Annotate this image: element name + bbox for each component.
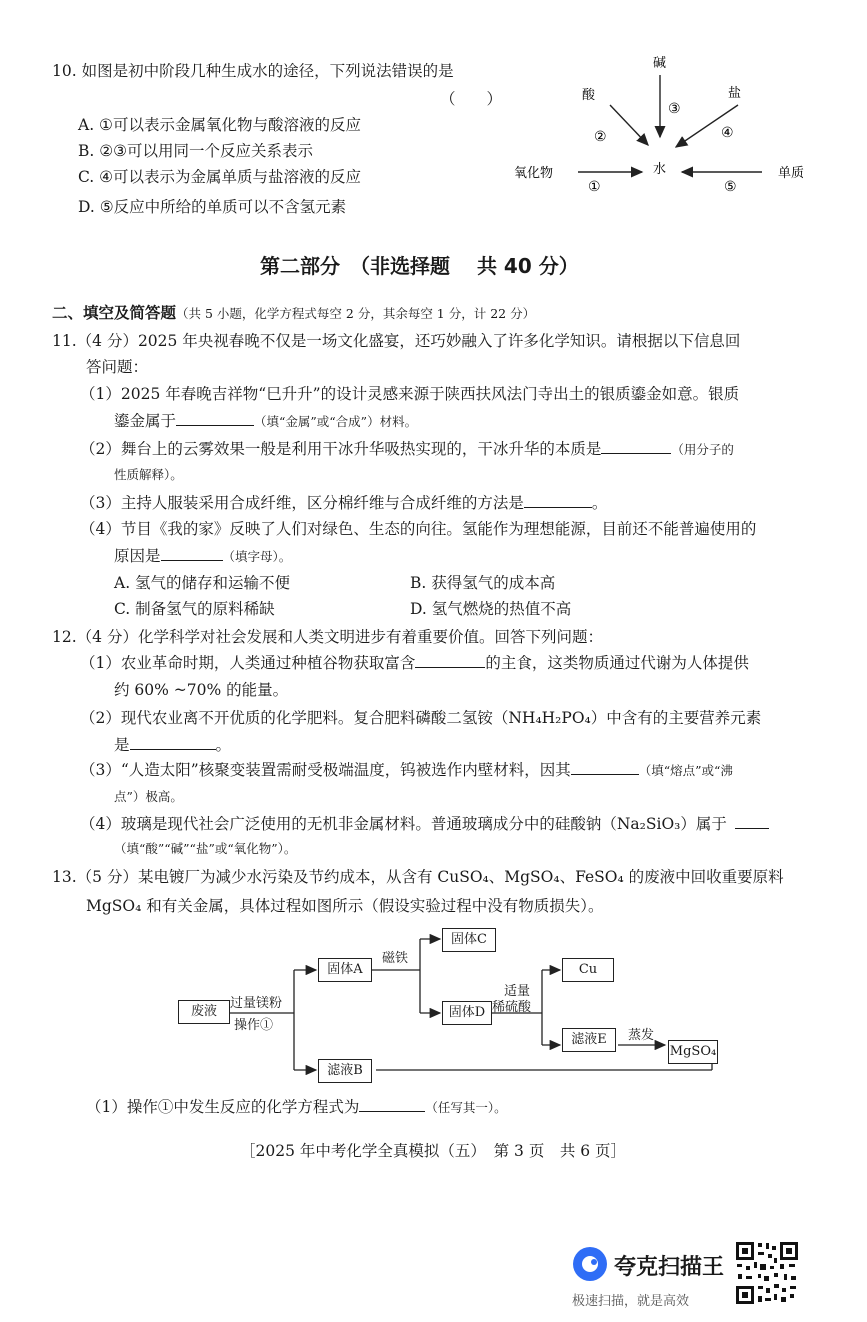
- label-acid2: 稀硫酸: [492, 1000, 532, 1015]
- box-mgso4: MgSO₄: [668, 1040, 718, 1064]
- box-solid-c: 固体C: [442, 928, 496, 952]
- quark-logo-icon: [570, 1244, 610, 1284]
- section2-heading: [52, 302, 535, 325]
- answer-blank[interactable]: [735, 813, 769, 829]
- label-evaporate: 蒸发: [628, 1028, 655, 1043]
- q11-option-c: C. 制备氢气的原料稀缺: [114, 600, 275, 618]
- q12-p3-line1: （3）“人造太阳”核聚变装置需耐受极端温度，钨被选作内壁材料，因其 （填“熔点”或“沸: [80, 761, 733, 779]
- part2-title: 第二部分 （非选择题 共 40 分）: [260, 254, 579, 278]
- label-n5: ⑤: [724, 179, 737, 195]
- answer-blank[interactable]: [601, 438, 671, 454]
- q11-p2-line1: （2）舞台上的云雾效果一般是利用干冰升华吸热实现的，干冰升华的本质是 （用分子的: [80, 440, 734, 458]
- q11-option-a: A. 氢气的储存和运输不便: [114, 574, 291, 592]
- q13-p1: （1）操作①中发生反应的化学方程式为 （任写其一）。: [86, 1098, 507, 1116]
- label-water: 水: [653, 162, 667, 177]
- q10-option-a: A. ①可以表示金属氧化物与酸溶液的反应: [78, 116, 361, 134]
- answer-blank[interactable]: [130, 734, 216, 750]
- box-solid-a: 固体A: [318, 958, 372, 982]
- answer-blank[interactable]: [176, 410, 254, 426]
- q10-option-d: D. ⑤反应中所给的单质可以不含氢元素: [78, 198, 347, 216]
- arrow-2: [610, 105, 648, 145]
- label-op1: 操作①: [234, 1018, 274, 1033]
- q12-p4-line1: （4）玻璃是现代社会广泛使用的无机非金属材料。普通玻璃成分中的硅酸钠（Na₂SiO₃）属于: [80, 813, 769, 835]
- page-footer: ［2025 年中考化学全真模拟（五） 第 3 页 共 6 页］: [240, 1142, 627, 1160]
- box-filtrate-e: 滤液E: [562, 1028, 616, 1052]
- label-salt: 盐: [728, 86, 742, 101]
- answer-blank[interactable]: [524, 492, 592, 508]
- watermark-brand: 夸克扫描王: [614, 1255, 725, 1280]
- section2-note: （共 5 小题，化学方程式每空 2 分，其余每空 1 分，计 22 分）: [176, 306, 536, 321]
- q13-stem-line1: 13.（5 分）某电镀厂为减少水污染及节约成本，从含有 CuSO₄、MgSO₄、FeSO₄ 的废液中回收重要原料: [52, 868, 784, 886]
- q12-stem: 12.（4 分）化学科学对社会发展和人类文明进步有着重要价值。回答下列问题：: [52, 628, 603, 646]
- section2-head: 二、填空及简答题: [52, 303, 177, 322]
- q10-stem: 10. 如图是初中阶段几种生成水的途径，下列说法错误的是: [52, 62, 454, 80]
- q12-p2-line1: （2）现代农业离不开优质的化学肥料。复合肥料磷酸二氢铵（NH₄H₂PO₄）中含有的主要营养元素: [80, 709, 762, 727]
- q11-p4-line1: （4）节目《我的家》反映了人们对绿色、生态的向往。氢能作为理想能源，目前还不能普遍使用的: [80, 520, 757, 538]
- box-solid-d: 固体D: [442, 1001, 492, 1025]
- q13-stem-line2: MgSO₄ 和有关金属，具体过程如图所示（假设实验过程中没有物质损失）。: [86, 897, 604, 915]
- q11-option-d: D. 氢气燃烧的热值不高: [410, 600, 572, 618]
- q12-p2-line2: 是 。: [114, 736, 232, 754]
- q11-stem-line2: 答问题：: [86, 358, 149, 376]
- q10-option-b: B. ②③可以用同一个反应关系表示: [78, 142, 314, 160]
- answer-blank[interactable]: [415, 652, 485, 668]
- q10-option-c: C. ④可以表示为金属单质与盐溶液的反应: [78, 168, 362, 186]
- box-filtrate-b: 滤液B: [318, 1059, 372, 1083]
- qr-code-icon: [734, 1240, 800, 1306]
- watermark-slogan: 极速扫描，就是高效: [572, 1294, 690, 1309]
- q12-p3-line2: 点”）极高。: [114, 789, 183, 804]
- q12-p1-line2: 约 60% ~70% 的能量。: [114, 681, 289, 699]
- answer-blank[interactable]: [571, 759, 639, 775]
- label-oxide: 氧化物: [514, 166, 554, 181]
- q12-p1-line1: （1）农业革命时期，人类通过种植谷物获取富含 的主食，这类物质通过代谢为人体提供: [80, 654, 749, 672]
- q11-option-b: B. 获得氢气的成本高: [410, 574, 556, 592]
- q11-p1-line2: 鎏金属于 （填“金属”或“合成”）材料。: [114, 412, 418, 430]
- q11-p1-line1: （1）2025 年春晚吉祥物“巳升升”的设计灵感来源于陕西扶风法门寺出土的银质鎏金如意。银质: [80, 385, 740, 403]
- label-element: 单质: [778, 166, 805, 181]
- box-waste: 废液: [178, 1000, 230, 1024]
- q11-p4-line2: 原因是 （填字母）。: [114, 547, 292, 565]
- label-n4: ④: [721, 125, 734, 141]
- answer-blank[interactable]: [359, 1096, 425, 1112]
- label-magnet: 磁铁: [382, 951, 409, 966]
- box-cu: Cu: [562, 958, 614, 982]
- q11-p3: （3）主持人服装采用合成纤维，区分棉纤维与合成纤维的方法是 。: [80, 494, 608, 512]
- label-acid1: 适量: [504, 984, 531, 999]
- label-n1: ①: [588, 179, 601, 195]
- label-base: 碱: [653, 56, 667, 71]
- answer-blank[interactable]: [161, 545, 223, 561]
- q10-answer-paren: （ ）: [440, 90, 503, 108]
- label-n3: ③: [668, 101, 681, 117]
- q11-p2-line2: 性质解释）。: [114, 467, 183, 482]
- q12-p4-line2: （填“酸”“碱”“盐”或“氧化物”）。: [114, 841, 297, 856]
- label-acid: 酸: [582, 88, 596, 103]
- water-formation-diagram: [500, 45, 820, 205]
- label-excess-mg: 过量镁粉: [230, 996, 283, 1011]
- label-n2: ②: [594, 129, 607, 145]
- q11-stem-line1: 11.（4 分）2025 年央视春晚不仅是一场文化盛宴，还巧妙融入了许多化学知识。请根据以下信息回: [52, 332, 741, 350]
